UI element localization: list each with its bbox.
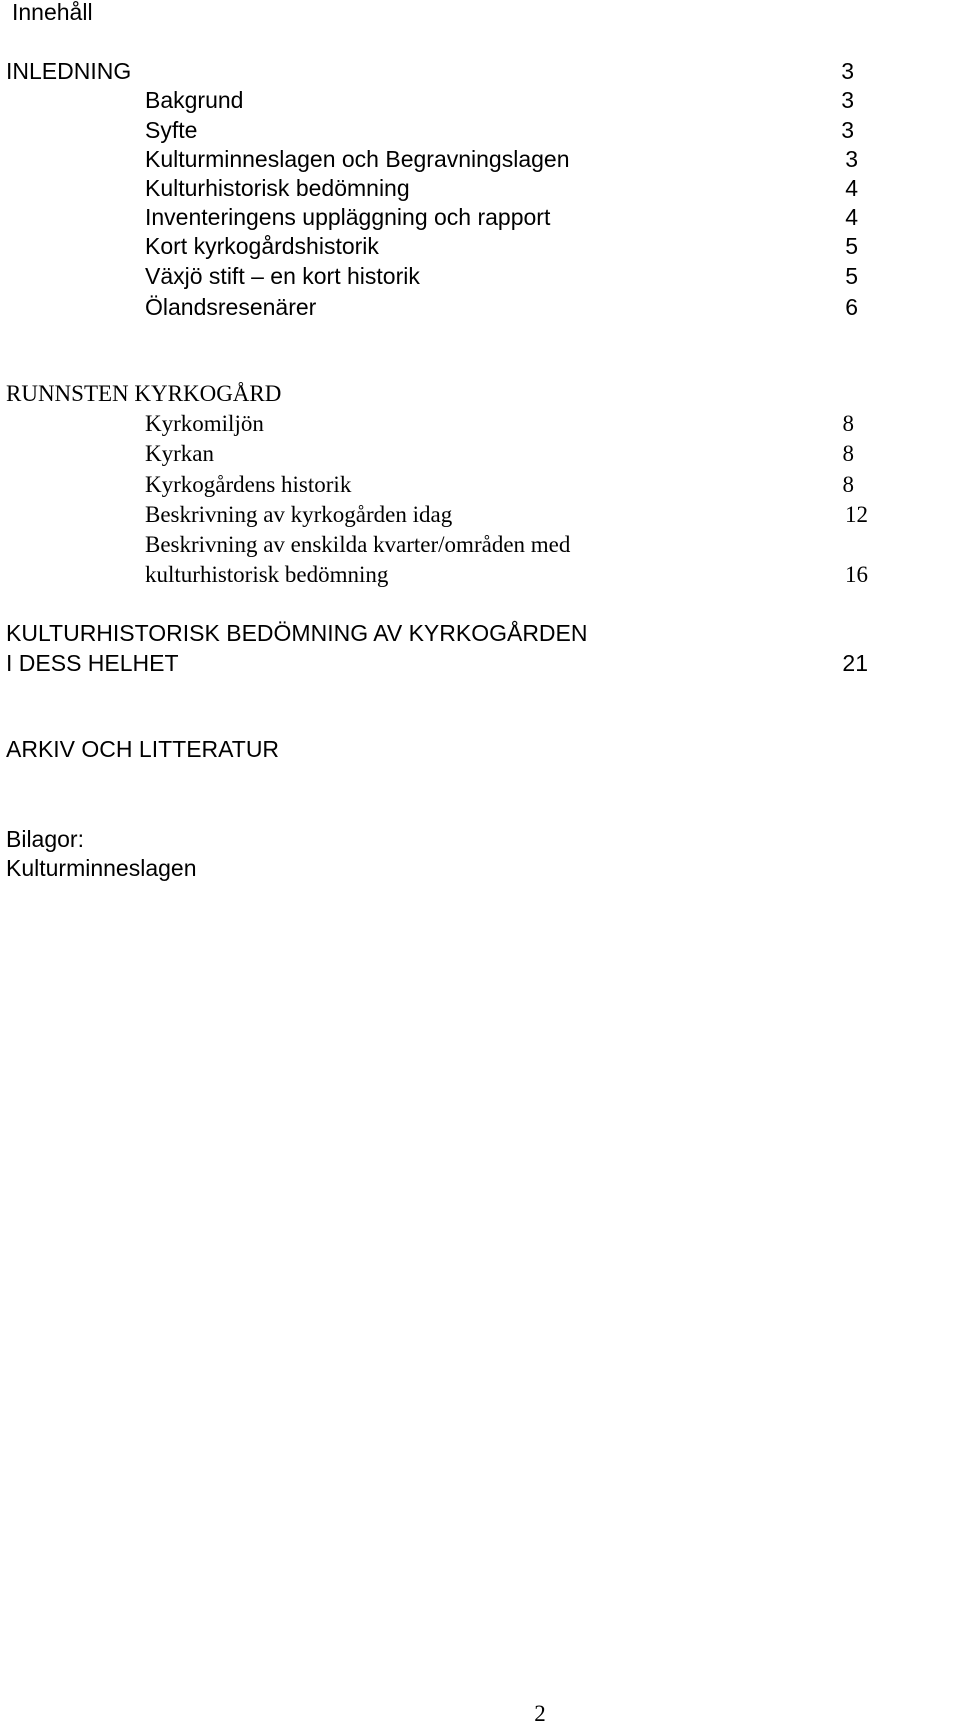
appendix-label-text: Bilagor: (6, 826, 84, 852)
toc-page-number: 3 (845, 146, 858, 172)
page-title: Innehåll (12, 0, 93, 25)
toc-entry-text: Kort kyrkogårdshistorik (145, 233, 379, 259)
toc-entry-text: Beskrivning av kyrkogården idag (145, 502, 453, 527)
toc-entry-text: Kulturminneslagen och Begravningslagen (145, 146, 570, 172)
toc-entry (0, 143, 960, 175)
toc-entry (0, 260, 960, 292)
toc-page-number: 16 (845, 562, 868, 587)
toc-entry (0, 499, 960, 531)
toc-entry (0, 114, 960, 146)
toc-entry-text: kulturhistorisk bedömning (145, 562, 389, 587)
toc-heading-text: KULTURHISTORISK BEDÖMNING AV KYRKOGÅRDEN (6, 620, 588, 646)
toc-entry-text: Kulturhistorisk bedömning (145, 175, 410, 201)
toc-page-number: 3 (841, 117, 854, 143)
toc-entry (0, 172, 960, 204)
toc-entry (0, 529, 960, 561)
toc-heading-arkiv (0, 733, 960, 765)
toc-entry (0, 469, 960, 501)
toc-entry (0, 559, 960, 591)
toc-page-number: 3 (841, 87, 854, 113)
toc-page-number: 4 (845, 175, 858, 201)
toc-heading-text: INLEDNING (6, 58, 132, 84)
toc-entry-text: Syfte (145, 117, 198, 143)
toc-page-number: 21 (842, 650, 868, 676)
toc-entry-text: Bakgrund (145, 87, 244, 113)
toc-heading-kulturhistorisk (0, 617, 960, 649)
toc-entry-text: Beskrivning av enskilda kvarter/områden med (145, 532, 571, 557)
toc-page-number: 4 (845, 204, 858, 230)
toc-entry (0, 438, 960, 470)
toc-entry (0, 291, 960, 323)
toc-heading-text: ARKIV OCH LITTERATUR (6, 736, 280, 762)
toc-page-number: 8 (842, 441, 854, 466)
toc-heading-inledning (0, 55, 960, 87)
toc-entry-text: Växjö stift – en kort historik (145, 263, 420, 289)
toc-heading-text: RUNNSTEN KYRKOGÅRD (6, 381, 282, 406)
toc-heading-kulturhistorisk-cont (0, 647, 960, 679)
toc-entry (0, 408, 960, 440)
toc-entry (0, 201, 960, 233)
toc-page-number: 8 (842, 411, 854, 436)
toc-page-number: 8 (842, 472, 854, 497)
appendix-item-text: Kulturminneslagen (6, 855, 197, 881)
toc-page-number: 3 (841, 58, 854, 84)
toc-entry-text: Inventeringens uppläggning och rapport (145, 204, 551, 230)
toc-page-number: 5 (845, 233, 858, 259)
toc-page-number: 6 (845, 294, 858, 320)
toc-heading-runnsten (0, 378, 960, 410)
appendix-item (0, 852, 960, 884)
toc-entry (0, 84, 960, 116)
toc-page-number: 12 (845, 502, 868, 527)
appendix-label (0, 823, 960, 855)
toc-page-number: 5 (845, 263, 858, 289)
toc-entry-text: Kyrkan (145, 441, 214, 466)
toc-heading-text: I DESS HELHET (6, 650, 179, 676)
toc-entry (0, 230, 960, 262)
toc-entry-text: Ölandsresenärer (145, 294, 317, 320)
toc-entry-text: Kyrkomiljön (145, 411, 264, 436)
page-number: 2 (534, 1701, 546, 1726)
toc-entry-text: Kyrkogårdens historik (145, 472, 352, 497)
